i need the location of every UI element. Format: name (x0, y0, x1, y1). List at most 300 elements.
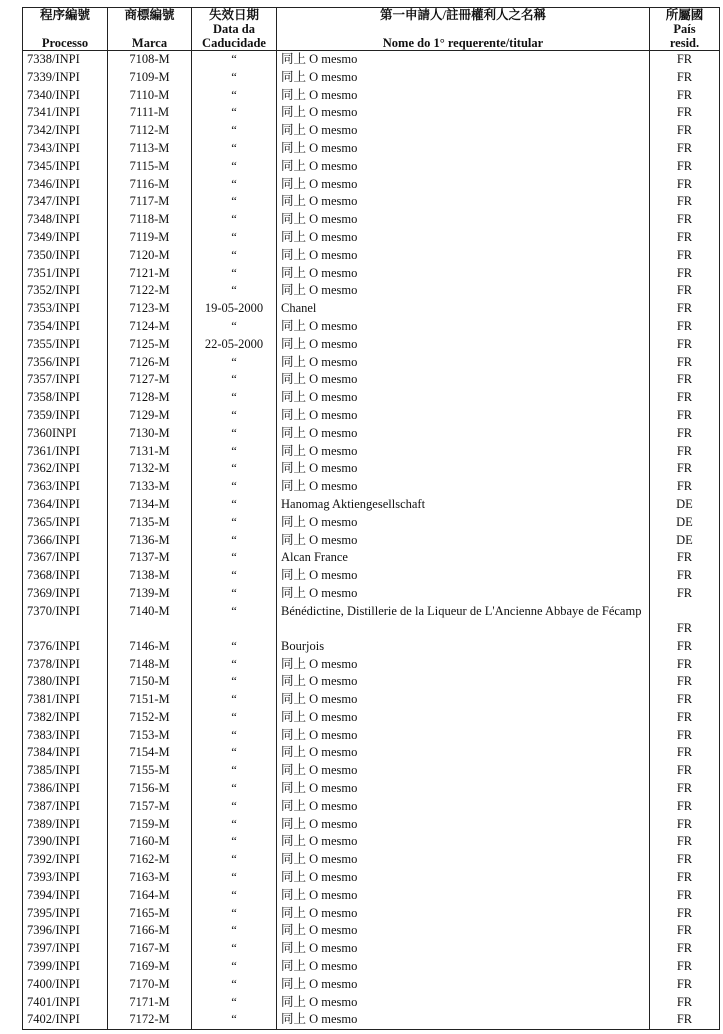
table-row (23, 425, 720, 443)
cell-marca: 7137-M (108, 549, 192, 567)
cell-pais: FR (650, 994, 720, 1012)
cell-nome: 同上 O mesmo (277, 122, 650, 140)
cell-pais: DE (650, 532, 720, 550)
cell-nome: 同上 O mesmo (277, 336, 650, 354)
cell-nome: 同上 O mesmo (277, 727, 650, 745)
cell-nome: 同上 O mesmo (277, 389, 650, 407)
cell-data-caducidade: “ (192, 496, 277, 514)
cell-data-caducidade: “ (192, 976, 277, 994)
cell-pais: FR (650, 958, 720, 976)
cell-marca: 7132-M (108, 460, 192, 478)
cell-processo: 7353/INPI (23, 300, 108, 318)
cell-data-caducidade: “ (192, 425, 277, 443)
caducidade-table-sheet (22, 7, 719, 1030)
table-row (23, 247, 720, 265)
cell-marca: 7115-M (108, 158, 192, 176)
cell-marca: 7129-M (108, 407, 192, 425)
cell-pais: FR (650, 407, 720, 425)
cell-marca: 7110-M (108, 87, 192, 105)
cell-marca: 7120-M (108, 247, 192, 265)
cell-data-caducidade: “ (192, 354, 277, 372)
table-header (23, 8, 720, 51)
cell-data-caducidade: “ (192, 140, 277, 158)
cell-data-caducidade: “ (192, 905, 277, 923)
cell-nome: 同上 O mesmo (277, 656, 650, 674)
cell-pais: FR (650, 140, 720, 158)
header-pais-pt-1: País (673, 22, 696, 36)
table-row (23, 656, 720, 674)
cell-processo: 7381/INPI (23, 691, 108, 709)
cell-nome: 同上 O mesmo (277, 833, 650, 851)
cell-nome: 同上 O mesmo (277, 1011, 650, 1029)
cell-processo: 7397/INPI (23, 940, 108, 958)
table-row (23, 371, 720, 389)
cell-data-caducidade: “ (192, 104, 277, 122)
cell-data-caducidade: “ (192, 176, 277, 194)
table-row (23, 976, 720, 994)
table-row (23, 851, 720, 869)
cell-pais: FR (650, 104, 720, 122)
cell-pais: FR (650, 354, 720, 372)
cell-marca: 7160-M (108, 833, 192, 851)
cell-processo: 7360INPI (23, 425, 108, 443)
cell-processo: 7385/INPI (23, 762, 108, 780)
cell-pais: FR (650, 798, 720, 816)
cell-marca: 7123-M (108, 300, 192, 318)
cell-nome: 同上 O mesmo (277, 798, 650, 816)
caducidade-table (22, 7, 720, 1030)
cell-data-caducidade: “ (192, 603, 277, 638)
cell-pais: FR (650, 585, 720, 603)
cell-data-caducidade: 22-05-2000 (192, 336, 277, 354)
cell-nome: 同上 O mesmo (277, 282, 650, 300)
cell-pais: FR (650, 300, 720, 318)
cell-nome: 同上 O mesmo (277, 69, 650, 87)
cell-data-caducidade: “ (192, 922, 277, 940)
cell-pais: FR (650, 425, 720, 443)
cell-processo: 7365/INPI (23, 514, 108, 532)
cell-pais: FR (650, 833, 720, 851)
cell-data-caducidade: “ (192, 371, 277, 389)
cell-data-caducidade: “ (192, 762, 277, 780)
table-row (23, 354, 720, 372)
cell-pais: FR (650, 869, 720, 887)
cell-processo: 7366/INPI (23, 532, 108, 550)
table-row (23, 140, 720, 158)
cell-pais: FR (650, 211, 720, 229)
cell-data-caducidade: “ (192, 69, 277, 87)
cell-marca: 7151-M (108, 691, 192, 709)
cell-nome: 同上 O mesmo (277, 176, 650, 194)
table-row (23, 762, 720, 780)
cell-marca: 7124-M (108, 318, 192, 336)
cell-processo: 7392/INPI (23, 851, 108, 869)
cell-pais: FR (650, 371, 720, 389)
table-row (23, 122, 720, 140)
cell-processo: 7339/INPI (23, 69, 108, 87)
cell-data-caducidade: “ (192, 1011, 277, 1029)
header-nome (277, 8, 650, 51)
cell-marca: 7152-M (108, 709, 192, 727)
cell-data-caducidade: “ (192, 656, 277, 674)
cell-processo: 7399/INPI (23, 958, 108, 976)
cell-processo: 7367/INPI (23, 549, 108, 567)
cell-pais: FR (650, 158, 720, 176)
cell-processo: 7393/INPI (23, 869, 108, 887)
cell-pais: FR (650, 265, 720, 283)
cell-data-caducidade: “ (192, 478, 277, 496)
table-row (23, 158, 720, 176)
cell-pais: FR (650, 389, 720, 407)
cell-nome: 同上 O mesmo (277, 318, 650, 336)
table-row (23, 407, 720, 425)
cell-nome: 同上 O mesmo (277, 140, 650, 158)
cell-processo: 7395/INPI (23, 905, 108, 923)
cell-pais: FR (650, 905, 720, 923)
table-row (23, 193, 720, 211)
table-row (23, 478, 720, 496)
header-marca-pt: Marca (131, 36, 168, 50)
header-pais-zh: 所屬國 (665, 8, 704, 22)
cell-pais: FR (650, 940, 720, 958)
cell-marca: 7121-M (108, 265, 192, 283)
cell-data-caducidade: “ (192, 460, 277, 478)
cell-processo: 7338/INPI (23, 51, 108, 69)
cell-marca: 7171-M (108, 994, 192, 1012)
cell-data-caducidade: “ (192, 638, 277, 656)
cell-processo: 7383/INPI (23, 727, 108, 745)
cell-processo: 7380/INPI (23, 673, 108, 691)
cell-marca: 7136-M (108, 532, 192, 550)
table-row (23, 994, 720, 1012)
cell-marca: 7112-M (108, 122, 192, 140)
cell-marca: 7169-M (108, 958, 192, 976)
table-row (23, 51, 720, 69)
table-row (23, 833, 720, 851)
cell-nome: 同上 O mesmo (277, 780, 650, 798)
cell-nome: 同上 O mesmo (277, 443, 650, 461)
cell-nome: 同上 O mesmo (277, 869, 650, 887)
cell-processo: 7357/INPI (23, 371, 108, 389)
cell-processo: 7349/INPI (23, 229, 108, 247)
cell-nome: 同上 O mesmo (277, 905, 650, 923)
cell-pais: FR (650, 478, 720, 496)
header-processo (23, 8, 108, 51)
cell-marca: 7134-M (108, 496, 192, 514)
cell-nome: Bourjois (277, 638, 650, 656)
cell-pais: FR (650, 638, 720, 656)
cell-marca: 7154-M (108, 744, 192, 762)
header-nome-pt: Nome do 1° requerente/titular (382, 36, 544, 50)
cell-marca: 7165-M (108, 905, 192, 923)
cell-data-caducidade: “ (192, 265, 277, 283)
cell-pais: FR (650, 744, 720, 762)
table-row (23, 496, 720, 514)
cell-nome: 同上 O mesmo (277, 211, 650, 229)
cell-nome: 同上 O mesmo (277, 51, 650, 69)
cell-data-caducidade: “ (192, 780, 277, 798)
cell-nome: 同上 O mesmo (277, 994, 650, 1012)
cell-processo: 7343/INPI (23, 140, 108, 158)
cell-marca: 7172-M (108, 1011, 192, 1029)
cell-nome: 同上 O mesmo (277, 460, 650, 478)
cell-pais: FR (650, 567, 720, 585)
table-row (23, 673, 720, 691)
table-row (23, 282, 720, 300)
cell-marca: 7163-M (108, 869, 192, 887)
table-row (23, 905, 720, 923)
cell-nome: 同上 O mesmo (277, 104, 650, 122)
cell-data-caducidade: “ (192, 318, 277, 336)
cell-pais: FR (650, 229, 720, 247)
table-row (23, 603, 720, 638)
cell-data-caducidade: “ (192, 816, 277, 834)
cell-marca: 7113-M (108, 140, 192, 158)
cell-data-caducidade: 19-05-2000 (192, 300, 277, 318)
table-row (23, 318, 720, 336)
cell-data-caducidade: “ (192, 887, 277, 905)
cell-pais: FR (650, 780, 720, 798)
cell-nome: 同上 O mesmo (277, 158, 650, 176)
cell-pais: FR (650, 282, 720, 300)
cell-data-caducidade: “ (192, 443, 277, 461)
cell-data-caducidade: “ (192, 940, 277, 958)
cell-data-caducidade: “ (192, 833, 277, 851)
cell-data-caducidade: “ (192, 193, 277, 211)
header-data-zh: 失效日期 (208, 8, 259, 22)
cell-data-caducidade: “ (192, 282, 277, 300)
cell-nome: 同上 O mesmo (277, 744, 650, 762)
cell-marca: 7111-M (108, 104, 192, 122)
cell-processo: 7355/INPI (23, 336, 108, 354)
cell-nome: 同上 O mesmo (277, 673, 650, 691)
cell-pais: FR (650, 247, 720, 265)
cell-marca: 7122-M (108, 282, 192, 300)
table-row (23, 585, 720, 603)
cell-pais: FR (650, 1011, 720, 1029)
cell-pais: FR (650, 460, 720, 478)
cell-processo: 7396/INPI (23, 922, 108, 940)
cell-marca: 7135-M (108, 514, 192, 532)
cell-data-caducidade: “ (192, 122, 277, 140)
cell-pais: FR (650, 51, 720, 69)
table-row (23, 638, 720, 656)
cell-marca: 7125-M (108, 336, 192, 354)
cell-pais: FR (650, 122, 720, 140)
cell-nome: 同上 O mesmo (277, 887, 650, 905)
table-row (23, 1011, 720, 1029)
cell-data-caducidade: “ (192, 798, 277, 816)
cell-nome: 同上 O mesmo (277, 407, 650, 425)
cell-data-caducidade: “ (192, 851, 277, 869)
table-row (23, 922, 720, 940)
cell-marca: 7128-M (108, 389, 192, 407)
cell-nome: 同上 O mesmo (277, 851, 650, 869)
table-row (23, 265, 720, 283)
cell-marca: 7170-M (108, 976, 192, 994)
cell-pais: FR (650, 691, 720, 709)
cell-data-caducidade: “ (192, 958, 277, 976)
cell-processo: 7362/INPI (23, 460, 108, 478)
table-body (23, 51, 720, 1030)
cell-processo: 7350/INPI (23, 247, 108, 265)
cell-data-caducidade: “ (192, 869, 277, 887)
cell-nome: Bénédictine, Distillerie de la Liqueur de L'Ancienne Abbaye de Fécamp (277, 603, 650, 638)
cell-processo: 7342/INPI (23, 122, 108, 140)
header-pais (650, 8, 720, 51)
cell-marca: 7118-M (108, 211, 192, 229)
cell-processo: 7345/INPI (23, 158, 108, 176)
cell-data-caducidade: “ (192, 691, 277, 709)
cell-marca: 7167-M (108, 940, 192, 958)
cell-processo: 7358/INPI (23, 389, 108, 407)
table-row (23, 443, 720, 461)
cell-marca: 7155-M (108, 762, 192, 780)
cell-pais: FR (650, 727, 720, 745)
header-data-pt-1: Data da (212, 22, 256, 36)
cell-nome: Chanel (277, 300, 650, 318)
cell-pais: FR (650, 549, 720, 567)
cell-nome: 同上 O mesmo (277, 976, 650, 994)
cell-nome: 同上 O mesmo (277, 247, 650, 265)
cell-pais: FR (650, 193, 720, 211)
header-nome-zh: 第一申請人/註冊權利人之名稱 (380, 8, 546, 22)
cell-marca: 7157-M (108, 798, 192, 816)
cell-processo: 7361/INPI (23, 443, 108, 461)
cell-pais: FR (650, 887, 720, 905)
cell-pais: FR (650, 816, 720, 834)
cell-data-caducidade: “ (192, 994, 277, 1012)
table-row (23, 958, 720, 976)
table-row (23, 549, 720, 567)
cell-marca: 7164-M (108, 887, 192, 905)
cell-data-caducidade: “ (192, 407, 277, 425)
cell-processo: 7378/INPI (23, 656, 108, 674)
cell-marca: 7156-M (108, 780, 192, 798)
cell-marca: 7153-M (108, 727, 192, 745)
cell-processo: 7352/INPI (23, 282, 108, 300)
cell-data-caducidade: “ (192, 514, 277, 532)
table-row (23, 229, 720, 247)
table-row (23, 104, 720, 122)
cell-pais: FR (650, 709, 720, 727)
cell-nome: 同上 O mesmo (277, 709, 650, 727)
cell-data-caducidade: “ (192, 709, 277, 727)
cell-pais: FR (650, 656, 720, 674)
cell-processo: 7356/INPI (23, 354, 108, 372)
cell-processo: 7384/INPI (23, 744, 108, 762)
cell-data-caducidade: “ (192, 211, 277, 229)
table-row (23, 709, 720, 727)
cell-marca: 7162-M (108, 851, 192, 869)
table-row (23, 940, 720, 958)
cell-nome: 同上 O mesmo (277, 958, 650, 976)
table-row (23, 727, 720, 745)
table-row (23, 567, 720, 585)
table-row (23, 460, 720, 478)
cell-marca: 7131-M (108, 443, 192, 461)
cell-nome: 同上 O mesmo (277, 265, 650, 283)
cell-data-caducidade: “ (192, 87, 277, 105)
cell-nome: 同上 O mesmo (277, 193, 650, 211)
cell-marca: 7109-M (108, 69, 192, 87)
table-row (23, 87, 720, 105)
cell-nome: 同上 O mesmo (277, 567, 650, 585)
cell-nome: 同上 O mesmo (277, 425, 650, 443)
cell-processo: 7390/INPI (23, 833, 108, 851)
cell-nome: 同上 O mesmo (277, 691, 650, 709)
cell-marca: 7150-M (108, 673, 192, 691)
cell-pais: FR (650, 851, 720, 869)
cell-data-caducidade: “ (192, 532, 277, 550)
table-row (23, 798, 720, 816)
cell-pais: FR (650, 87, 720, 105)
cell-marca: 7148-M (108, 656, 192, 674)
cell-nome: 同上 O mesmo (277, 87, 650, 105)
cell-marca: 7140-M (108, 603, 192, 638)
cell-data-caducidade: “ (192, 51, 277, 69)
table-row (23, 514, 720, 532)
header-marca-zh: 商標編號 (124, 8, 175, 22)
cell-processo: 7346/INPI (23, 176, 108, 194)
cell-processo: 7387/INPI (23, 798, 108, 816)
cell-data-caducidade: “ (192, 389, 277, 407)
cell-marca: 7116-M (108, 176, 192, 194)
cell-pais: FR (650, 443, 720, 461)
cell-marca: 7159-M (108, 816, 192, 834)
header-pais-pt-2: resid. (669, 36, 700, 50)
cell-processo: 7394/INPI (23, 887, 108, 905)
cell-marca: 7126-M (108, 354, 192, 372)
cell-nome: 同上 O mesmo (277, 514, 650, 532)
cell-data-caducidade: “ (192, 585, 277, 603)
table-row (23, 389, 720, 407)
cell-processo: 7376/INPI (23, 638, 108, 656)
table-row (23, 691, 720, 709)
cell-nome: Alcan France (277, 549, 650, 567)
cell-pais: DE (650, 514, 720, 532)
cell-pais: FR (650, 336, 720, 354)
cell-data-caducidade: “ (192, 229, 277, 247)
cell-pais: FR (650, 922, 720, 940)
cell-marca: 7130-M (108, 425, 192, 443)
cell-processo: 7359/INPI (23, 407, 108, 425)
cell-marca: 7139-M (108, 585, 192, 603)
cell-pais: FR (650, 762, 720, 780)
table-row (23, 211, 720, 229)
cell-marca: 7133-M (108, 478, 192, 496)
header-data-pt-2: Caducidade (202, 36, 266, 50)
cell-marca: 7138-M (108, 567, 192, 585)
cell-marca: 7119-M (108, 229, 192, 247)
cell-nome: 同上 O mesmo (277, 940, 650, 958)
cell-marca: 7117-M (108, 193, 192, 211)
cell-nome: 同上 O mesmo (277, 922, 650, 940)
cell-processo: 7382/INPI (23, 709, 108, 727)
cell-processo: 7400/INPI (23, 976, 108, 994)
cell-data-caducidade: “ (192, 673, 277, 691)
table-row (23, 300, 720, 318)
cell-nome: 同上 O mesmo (277, 762, 650, 780)
cell-nome: 同上 O mesmo (277, 371, 650, 389)
cell-processo: 7386/INPI (23, 780, 108, 798)
table-row (23, 532, 720, 550)
cell-processo: 7341/INPI (23, 104, 108, 122)
table-row (23, 816, 720, 834)
cell-data-caducidade: “ (192, 727, 277, 745)
table-row (23, 744, 720, 762)
cell-processo: 7340/INPI (23, 87, 108, 105)
